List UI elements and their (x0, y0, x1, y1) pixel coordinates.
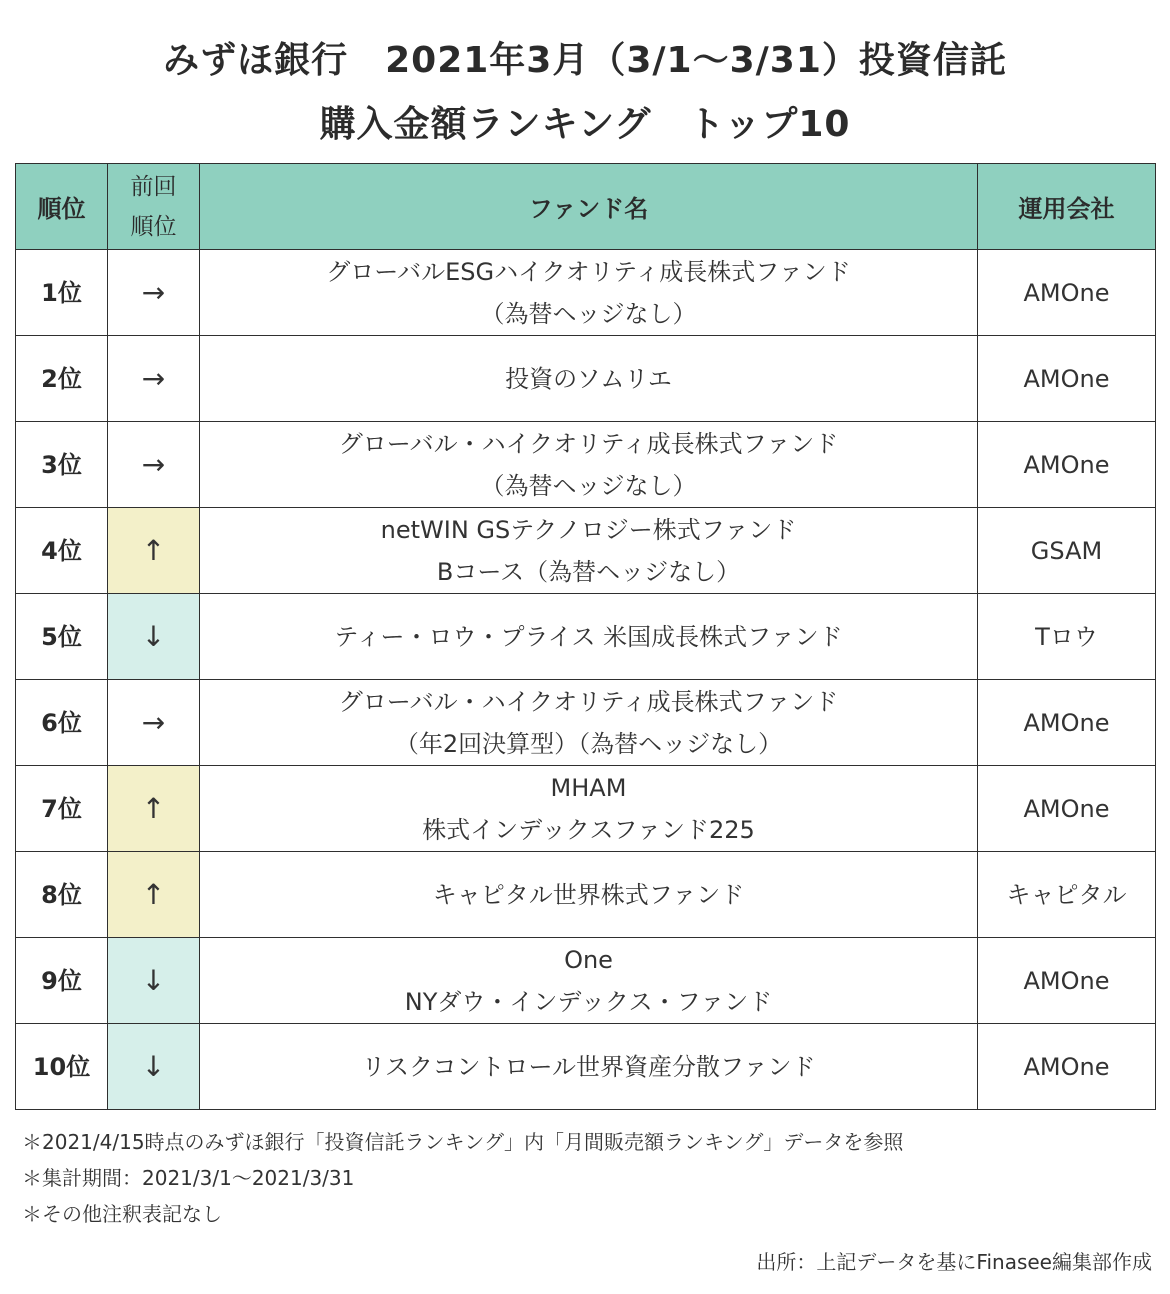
fund-name-cell (200, 422, 978, 508)
fund-name-line2: 株式インデックスファンド225 (422, 815, 755, 844)
fund-name-line1: One (564, 945, 613, 974)
table-row (16, 1024, 1156, 1110)
fund-name-line1: netWIN GSテクノロジー株式ファンド (380, 515, 797, 544)
table-row (16, 508, 1156, 594)
footnotes (22, 1124, 903, 1232)
footnote: ＊集計期間：2021/3/1〜2021/3/31 (22, 1166, 355, 1190)
company-cell: AMOne (978, 1024, 1156, 1110)
fund-name-line1: グローバルESGハイクオリティ成長株式ファンド (326, 257, 851, 286)
fund-name-line1: グローバル・ハイクオリティ成長株式ファンド (338, 429, 839, 458)
company-cell: Tロウ (978, 594, 1156, 680)
fund-name-cell (200, 1024, 978, 1110)
arrow-down-icon: ↓ (108, 594, 200, 680)
rank-cell: 2位 (16, 336, 108, 422)
table-row (16, 680, 1156, 766)
arrow-right-icon: → (108, 680, 200, 766)
header-fund-name: ファンド名 (200, 164, 978, 250)
fund-name-cell (200, 250, 978, 336)
header-previous-rank-line1: 前回 (130, 173, 177, 200)
table-row (16, 938, 1156, 1024)
page-subtitle: 購入金額ランキング トップ10 (319, 104, 851, 145)
arrow-down-icon: ↓ (108, 938, 200, 1024)
header-previous-rank-line2: 順位 (130, 213, 177, 240)
fund-name-cell (200, 336, 978, 422)
table-header-row (16, 164, 1156, 250)
fund-name-line2: Bコース（為替ヘッジなし） (436, 557, 741, 586)
arrow-down-icon: ↓ (108, 1024, 200, 1110)
header-company: 運用会社 (978, 164, 1156, 250)
footnote: ＊その他注釈表記なし (22, 1202, 222, 1226)
company-cell: GSAM (978, 508, 1156, 594)
fund-name-cell (200, 938, 978, 1024)
fund-name-line1: キャピタル世界株式ファンド (432, 880, 745, 909)
arrow-up-icon: ↑ (108, 766, 200, 852)
fund-name-line1: リスクコントロール世界資産分散ファンド (361, 1052, 816, 1081)
table-row (16, 594, 1156, 680)
fund-name-line1: MHAM (550, 773, 627, 802)
rank-cell: 5位 (16, 594, 108, 680)
rank-cell: 10位 (16, 1024, 108, 1110)
arrow-right-icon: → (108, 336, 200, 422)
table-row (16, 336, 1156, 422)
company-cell: キャピタル (978, 852, 1156, 938)
fund-name-line2: （為替ヘッジなし） (480, 471, 697, 500)
fund-name-line2: NYダウ・インデックス・ファンド (404, 987, 773, 1016)
page-title: みずほ銀行 2021年3月（3/1〜3/31）投資信託 (163, 40, 1007, 81)
company-cell: AMOne (978, 938, 1156, 1024)
table-row (16, 766, 1156, 852)
rank-cell: 7位 (16, 766, 108, 852)
fund-name-cell (200, 766, 978, 852)
arrow-right-icon: → (108, 422, 200, 508)
arrow-right-icon: → (108, 250, 200, 336)
fund-name-cell (200, 680, 978, 766)
fund-name-line1: グローバル・ハイクオリティ成長株式ファンド (338, 687, 839, 716)
fund-name-line2: （為替ヘッジなし） (480, 299, 697, 328)
rank-cell: 8位 (16, 852, 108, 938)
company-cell: AMOne (978, 250, 1156, 336)
ranking-table (15, 163, 1156, 1110)
company-cell: AMOne (978, 766, 1156, 852)
arrow-up-icon: ↑ (108, 852, 200, 938)
rank-cell: 4位 (16, 508, 108, 594)
fund-name-line1: 投資のソムリエ (505, 364, 672, 393)
fund-name-line2: （年2回決算型）（為替ヘッジなし） (394, 729, 783, 758)
table-row (16, 852, 1156, 938)
rank-cell: 1位 (16, 250, 108, 336)
rank-cell: 6位 (16, 680, 108, 766)
fund-name-cell (200, 594, 978, 680)
source-credit: 出所：上記データを基にFinasee編集部作成 (756, 1250, 1152, 1274)
table-row (16, 250, 1156, 336)
arrow-up-icon: ↑ (108, 508, 200, 594)
header-rank: 順位 (16, 164, 108, 250)
company-cell: AMOne (978, 336, 1156, 422)
fund-name-line1: ティー・ロウ・プライス 米国成長株式ファンド (334, 622, 843, 651)
company-cell: AMOne (978, 422, 1156, 508)
fund-name-cell (200, 852, 978, 938)
fund-name-cell (200, 508, 978, 594)
table-row (16, 422, 1156, 508)
rank-cell: 9位 (16, 938, 108, 1024)
rank-cell: 3位 (16, 422, 108, 508)
company-cell: AMOne (978, 680, 1156, 766)
footnote: ＊2021/4/15時点のみずほ銀行「投資信託ランキング」内「月間販売額ランキング」データを参照 (22, 1130, 904, 1154)
header-previous-rank (108, 164, 200, 250)
